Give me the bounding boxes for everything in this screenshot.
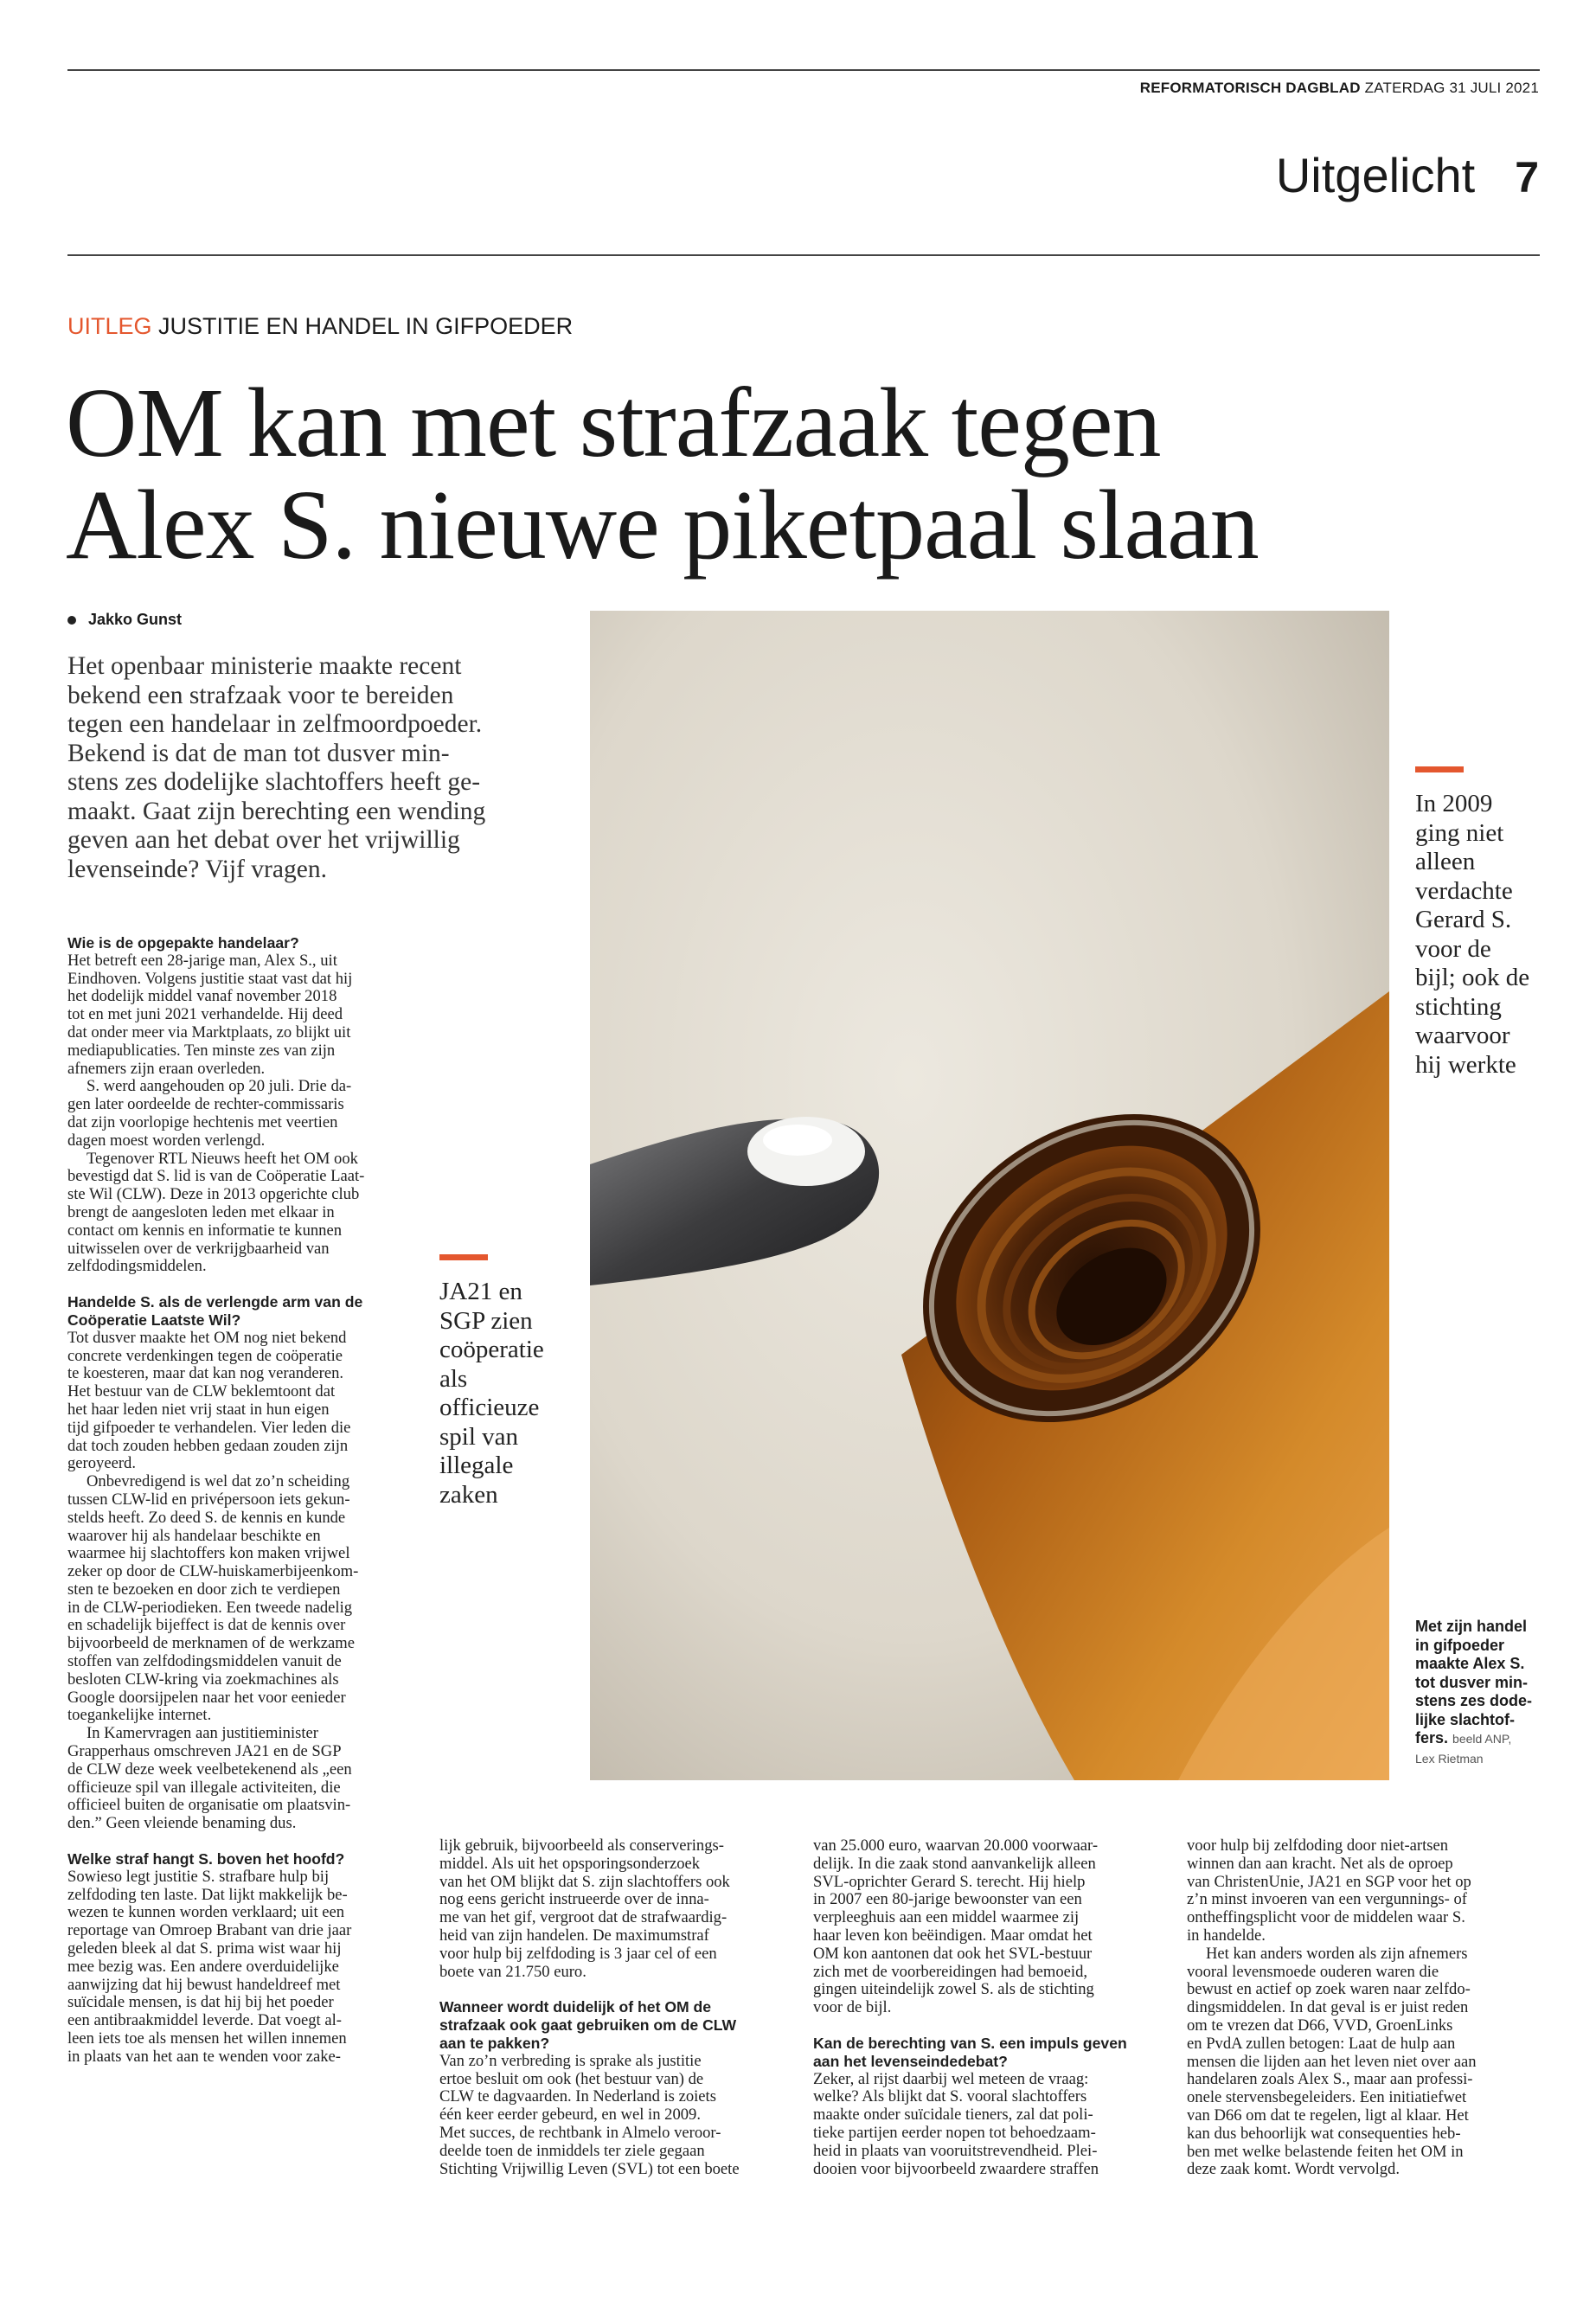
text-line: bewust en actief op zoek waren naar zelfdo- bbox=[1187, 1980, 1471, 1999]
text-line: Handelde S. als de verlengde arm van de bbox=[67, 1293, 363, 1311]
text-line: tot en met juni 2021 verhandelde. Hij deed bbox=[67, 1005, 343, 1024]
text-line: bijl; ook de bbox=[1415, 964, 1530, 991]
photo-caption bbox=[1415, 1618, 1554, 1768]
text-line: me van het gif, vergroot dat de strafwaardig- bbox=[439, 1908, 727, 1927]
text-line: Bekend is dat de man tot dusver min- bbox=[67, 739, 450, 767]
text-line: handelaren zoals Alex S., maar aan professi- bbox=[1187, 2070, 1473, 2089]
text-line: stoffen van zelfdodingsmiddelen vanuit de bbox=[67, 1652, 342, 1671]
text-line: aan het levenseindedebat? bbox=[813, 2052, 1008, 2070]
text-line: Kan de berechting van S. een impuls geven bbox=[813, 2034, 1127, 2052]
text-line: geroyeerd. bbox=[67, 1454, 136, 1473]
text-line: lijke slachtof- bbox=[1415, 1710, 1516, 1728]
text-line: Van zo’n verbreding is sprake als justitie bbox=[439, 2051, 702, 2070]
text-line: alleen bbox=[1415, 848, 1476, 875]
text-line: hij werkte bbox=[1415, 1050, 1516, 1079]
text-line: als bbox=[439, 1364, 468, 1393]
paragraph bbox=[1187, 1945, 1550, 2179]
text-line: dat toch zouden hebben gedaan zouden zijn bbox=[67, 1436, 349, 1455]
text-line: maakte Alex S. bbox=[1415, 1655, 1525, 1672]
text-line: van het OM blijkt dat S. zijn slachtoffers ook bbox=[439, 1872, 730, 1891]
text-line: Tegenover RTL Nieuws heeft het OM ook bbox=[87, 1149, 358, 1168]
text-line: fers. bbox=[1415, 1729, 1449, 1747]
text-line: den.” Geen vleiende benaming dus. bbox=[67, 1814, 297, 1833]
masthead bbox=[1140, 80, 1539, 97]
text-line: gingen uiteindelijk zowel S. als de stichting bbox=[813, 1980, 1094, 1999]
text-line: dooien voor bijvoorbeeld zwaardere straffen bbox=[813, 2159, 1099, 2178]
question-heading bbox=[813, 2035, 1168, 2071]
text-line: het haar leden niet vrij staat in hun eigen bbox=[67, 1400, 330, 1419]
text-line: coöperatie bbox=[439, 1336, 544, 1363]
text-line: bijvoorbeeld de merknamen of de werkzame bbox=[67, 1634, 355, 1653]
pull-quote-text bbox=[1415, 790, 1562, 1080]
text-line: zeker op door de CLW-huiskamerbijeenkom- bbox=[67, 1562, 359, 1581]
author: Jakko Gunst bbox=[88, 611, 183, 628]
page-number: 7 bbox=[1515, 153, 1539, 202]
text-line: in de CLW-periodieken. Een tweede nadelig bbox=[67, 1598, 353, 1617]
text-line: gen later oordeelde de rechter-commissaris bbox=[67, 1095, 344, 1114]
text-line: toegankelijke internet. bbox=[67, 1706, 212, 1725]
text-line: dingsmiddelen. In dat geval is er juist reden bbox=[1187, 1998, 1469, 2017]
text-line: S. werd aangehouden op 20 juli. Drie da- bbox=[87, 1077, 352, 1096]
kicker bbox=[67, 313, 573, 340]
paragraph bbox=[67, 1330, 413, 1473]
headline bbox=[66, 368, 1536, 580]
text-line: SGP zien bbox=[439, 1306, 533, 1335]
text-line: kan dus behoorlijk wat consequenties heb- bbox=[1187, 2124, 1461, 2143]
text-line: ste Wil (CLW). Deze in 2013 opgerichte club bbox=[67, 1185, 360, 1204]
text-line: van 25.000 euro, waarvan 20.000 voorwaar- bbox=[813, 1836, 1099, 1855]
paragraph bbox=[67, 1150, 413, 1277]
text-line: geleden bleek al dat S. prima wist waar hij bbox=[67, 1939, 342, 1958]
text-line: In 2009 bbox=[1415, 790, 1493, 817]
text-line: Gerard S. bbox=[1415, 906, 1512, 933]
text-line: tussen CLW-lid en privépersoon iets gekun- bbox=[67, 1490, 350, 1509]
text-line: middel. Als uit het opsporingsonderzoek bbox=[439, 1854, 701, 1873]
section-rule bbox=[67, 254, 1540, 256]
text-line: in 2007 een 80-jarige bewoonster van een bbox=[813, 1890, 1082, 1909]
text-line: bevestigd dat S. lid is van de Coöperatie Laat- bbox=[67, 1167, 365, 1186]
section-header bbox=[1276, 147, 1539, 203]
text-line: heid van zijn handelen. De maximumstraf bbox=[439, 1926, 709, 1945]
text-line: de CLW deze week veelbetekenend als „een bbox=[67, 1759, 352, 1779]
text-line: Stichting Vrijwillig Leven (SVL) tot een boete bbox=[439, 2159, 740, 2178]
text-line: reportage van Omroep Brabant van drie jaar bbox=[67, 1921, 352, 1940]
text-line: mee bezig was. Een andere overduidelijke bbox=[67, 1957, 339, 1976]
section-name: Uitgelicht bbox=[1275, 148, 1476, 202]
text-line: strafzaak ook gaat gebruiken om de CLW bbox=[439, 2016, 737, 2035]
text-line: concrete verdenkingen tegen de coöperatie bbox=[67, 1346, 343, 1365]
text-line: Sowieso legt justitie S. strafbare hulp bij bbox=[67, 1867, 330, 1886]
text-line: in plaats van het aan te wenden voor zake- bbox=[67, 2047, 341, 2066]
top-rule bbox=[67, 69, 1540, 71]
text-line: stelds heeft. Zo deed S. de kennis en kunde bbox=[67, 1508, 346, 1527]
text-line: om te vrezen dat D66, VVD, GroenLinks bbox=[1187, 2016, 1453, 2035]
text-line: Grapperhaus omschreven JA21 en de SGP bbox=[67, 1742, 342, 1761]
text-line: CLW te dagvaarden. In Nederland is zoiets bbox=[439, 2087, 716, 2106]
text-line: ertoe besluit om ook (het bestuur van) de bbox=[439, 2069, 704, 2088]
caption-text bbox=[1415, 1618, 1532, 1747]
kicker-topic: JUSTITIE EN HANDEL IN GIFPOEDER bbox=[158, 313, 574, 339]
text-line: dat zijn voorlopige hechtenis met veertien bbox=[67, 1112, 338, 1131]
text-line: tegen een handelaar in zelfmoordpoeder. bbox=[67, 710, 483, 738]
column-3 bbox=[813, 1837, 1168, 2178]
paragraph bbox=[67, 952, 413, 1079]
text-line: spil van bbox=[439, 1422, 519, 1451]
text-line: dat onder meer via Marktplaats, zo blijkt uit bbox=[67, 1022, 351, 1042]
pull-quote bbox=[439, 1254, 586, 1509]
text-line: het dodelijk middel vanaf november 2018 bbox=[67, 987, 337, 1006]
pull-quote-text bbox=[439, 1278, 586, 1509]
text-line: Coöperatie Laatste Wil? bbox=[67, 1311, 241, 1329]
paragraph bbox=[813, 2071, 1168, 2179]
text-line: maakt. Gaat zijn berechting een wending bbox=[67, 797, 486, 825]
text-line: mensen die lijden aan het leven niet over aan bbox=[1187, 2052, 1477, 2071]
text-line: tijd gifpoeder te verhandelen. Vier leden die bbox=[67, 1418, 351, 1437]
text-line: maakte onder suïcidale tieners, zal dat poli- bbox=[813, 2106, 1093, 2125]
text-line: en schadelijk bijeffect is dat de kennis over bbox=[67, 1616, 346, 1635]
text-line: Met succes, de rechtbank in Almelo veroor- bbox=[439, 2123, 721, 2142]
column-1 bbox=[67, 934, 413, 2067]
text-line: en PvdA zullen betogen: Laat de hulp aan bbox=[1187, 2034, 1456, 2053]
intro bbox=[67, 652, 552, 884]
question-heading bbox=[67, 1293, 413, 1330]
question-heading bbox=[439, 1998, 794, 2052]
text-line: sten te bezoeken en door zich te verdiepen bbox=[67, 1580, 341, 1599]
paragraph bbox=[439, 2053, 794, 2179]
text-line: wezen te kunnen worden verklaard; uit een bbox=[67, 1903, 345, 1922]
column-4 bbox=[1187, 1837, 1550, 2179]
paragraph bbox=[67, 1078, 413, 1150]
text-line: stichting bbox=[1415, 992, 1502, 1021]
text-line: officieuze spil van illegale activiteiten, die bbox=[67, 1778, 341, 1797]
text-line: SVL-oprichter Gerard S. terecht. Hij hielp bbox=[813, 1872, 1086, 1891]
text-line: voor de bijl. bbox=[813, 1998, 892, 2017]
text-line: Wie is de opgepakte handelaar? bbox=[67, 934, 299, 952]
headline-line: Alex S. nieuwe piketpaal slaan bbox=[66, 470, 1259, 580]
text-line: contact om kennis en informatie te kunnen bbox=[67, 1221, 343, 1240]
text-line: verdachte bbox=[1415, 876, 1513, 905]
text-line: besloten CLW-kring via zoekmachines als bbox=[67, 1670, 339, 1689]
kicker-label: UITLEG bbox=[67, 313, 152, 339]
text-line: bekend een strafzaak voor te bereiden bbox=[67, 681, 454, 709]
paragraph bbox=[1187, 1837, 1550, 1945]
text-line: boete van 21.750 euro. bbox=[439, 1962, 586, 1981]
text-line: nog eens gericht instrueerde over de inna- bbox=[439, 1890, 709, 1909]
text-line: te koesteren, maar dat kan nog veranderen. bbox=[67, 1364, 344, 1383]
text-line: z’n minst invoeren van een vergunnings- of bbox=[1187, 1890, 1467, 1909]
text-line: een antibraakmiddel leverde. Dat voegt al- bbox=[67, 2011, 342, 2030]
text-line: in handelde. bbox=[1187, 1926, 1266, 1945]
bullet-icon bbox=[67, 616, 76, 625]
text-line: aan te pakken? bbox=[439, 2034, 550, 2052]
text-line: deze zaak komt. Wordt vervolgd. bbox=[1187, 2160, 1400, 2179]
text-line: winnen dan aan kracht. Net als de oproep bbox=[1187, 1854, 1453, 1873]
text-line: Zeker, al rijst daarbij wel meteen de vraag: bbox=[813, 2069, 1089, 2088]
paragraph bbox=[439, 1837, 794, 1981]
photo-credit: beeld ANP, bbox=[1452, 1732, 1512, 1746]
text-line: illegale bbox=[439, 1452, 514, 1479]
paragraph bbox=[67, 1725, 413, 1833]
text-line: voor hulp bij zelfdoding door niet-artsen bbox=[1187, 1836, 1449, 1855]
photo-illustration bbox=[590, 611, 1389, 1780]
text-line: JA21 en bbox=[439, 1278, 522, 1305]
text-line: Tot dusver maakte het OM nog niet bekend bbox=[67, 1328, 347, 1347]
text-line: ontheffingsplicht voor de middelen waar S. bbox=[1187, 1908, 1465, 1927]
text-line: delijk. In die zaak stond aanvankelijk alleen bbox=[813, 1854, 1096, 1873]
text-line: Google doorsijpelen naar het voor eenieder bbox=[67, 1688, 346, 1707]
pull-quote bbox=[1415, 766, 1562, 1080]
text-line: Het bestuur van de CLW beklemtoont dat bbox=[67, 1382, 336, 1401]
text-line: Wanneer wordt duidelijk of het OM de bbox=[439, 1998, 712, 2016]
text-line: één keer eerder gebeurd, en wel in 2009. bbox=[439, 2106, 702, 2125]
text-line: heid in plaats van vooruitstrevendheid. Plei- bbox=[813, 2141, 1098, 2160]
question-heading bbox=[67, 1850, 413, 1868]
text-line: aanwijzing dat hij bewust handeldreef met bbox=[67, 1975, 341, 1994]
text-line: In Kamervragen aan justitieminister bbox=[87, 1724, 318, 1743]
text-line: onele stervensbegeleiders. Een initiatiefwet bbox=[1187, 2088, 1467, 2107]
text-line: Het betreft een 28-jarige man, Alex S., uit bbox=[67, 951, 337, 970]
text-line: van D66 om dat te regelen, ligt al klaar. Het bbox=[1187, 2106, 1469, 2125]
text-line: zelfdodingsmiddelen. bbox=[67, 1257, 207, 1276]
text-line: leen iets toe als mensen het willen innemen bbox=[67, 2029, 347, 2048]
text-line: zich met de voorbereidingen had bemoeid, bbox=[813, 1962, 1088, 1981]
text-line: tieke partijen eerder nopen tot behoedzaam- bbox=[813, 2123, 1096, 2142]
text-line: ging niet bbox=[1415, 818, 1504, 847]
byline bbox=[67, 611, 182, 629]
paragraph bbox=[67, 1473, 413, 1725]
text-line: officieuze bbox=[439, 1394, 540, 1421]
text-line: tot dusver min- bbox=[1415, 1673, 1529, 1691]
text-line: lijk gebruik, bijvoorbeeld als conserverings- bbox=[439, 1836, 724, 1855]
accent-bar bbox=[1415, 766, 1464, 772]
text-line: waarmee hij slachtoffers kon maken vrijwel bbox=[67, 1544, 350, 1563]
column-2 bbox=[439, 1837, 794, 2178]
text-line: geven aan het debat over het vrijwillig bbox=[67, 826, 460, 854]
text-line: Met zijn handel bbox=[1415, 1618, 1528, 1635]
text-line: afnemers zijn eraan overleden. bbox=[67, 1059, 266, 1078]
text-line: levenseinde? Vijf vragen. bbox=[67, 855, 327, 883]
text-line: Het openbaar ministerie maakte recent bbox=[67, 652, 462, 680]
question-heading bbox=[67, 934, 413, 952]
text-line: uitwisselen over de verkrijgbaarheid van bbox=[67, 1239, 330, 1258]
text-line: zaken bbox=[439, 1480, 498, 1509]
text-line: in gifpoeder bbox=[1415, 1636, 1504, 1654]
text-line: dagen moest worden verlengd. bbox=[67, 1131, 266, 1150]
text-line: welke? Als blijkt dat S. vooral slachtoffers bbox=[813, 2087, 1087, 2106]
headline-line: OM kan met strafzaak tegen bbox=[66, 368, 1161, 478]
text-line: mediapublicaties. Ten minste zes van zijn bbox=[67, 1041, 336, 1060]
text-line: vooral levensmoede ouderen waren die bbox=[1187, 1962, 1439, 1981]
text-line: officieel buiten de organisatie om plaatsvin- bbox=[67, 1796, 351, 1815]
paragraph bbox=[813, 1837, 1168, 2017]
text-line: deelde toen de inmiddels ter ziele gegaan bbox=[439, 2141, 705, 2160]
text-line: brengt de aangesloten leden met elkaar in bbox=[67, 1202, 335, 1221]
issue-date: ZATERDAG 31 JULI 2021 bbox=[1364, 80, 1539, 96]
text-line: stens zes dode- bbox=[1415, 1692, 1533, 1709]
text-line: verpleeghuis aan een middel waarmee zij bbox=[813, 1908, 1080, 1927]
text-line: Onbevredigend is wel dat zo’n scheiding bbox=[87, 1472, 350, 1491]
text-line: Het kan anders worden als zijn afnemers bbox=[1206, 1944, 1468, 1963]
text-line: van ChristenUnie, JA21 en SGP voor het op bbox=[1187, 1872, 1471, 1891]
text-line: suïcidale mensen, is dat hij bij het poeder bbox=[67, 1993, 334, 2012]
text-line: voor de bbox=[1415, 934, 1491, 963]
text-line: waarvoor bbox=[1415, 1022, 1510, 1049]
paper-name: REFORMATORISCH DAGBLAD bbox=[1139, 80, 1361, 96]
text-line: haar leven kon beëindigen. Maar omdat het bbox=[813, 1926, 1093, 1945]
text-line: Eindhoven. Volgens justitie staat vast dat hij bbox=[67, 969, 353, 988]
text-line: Welke straf hangt S. boven het hoofd? bbox=[67, 1850, 345, 1868]
article-photo bbox=[590, 611, 1389, 1780]
text-line: voor hulp bij zelfdoding is 3 jaar cel of een bbox=[439, 1944, 717, 1963]
photo-credit: Lex Rietman bbox=[1415, 1751, 1484, 1766]
text-line: waarover hij als handelaar beschikte en bbox=[67, 1526, 321, 1545]
text-line: zelfdoding ten laste. Dat lijkt makkelijk be- bbox=[67, 1885, 348, 1904]
paragraph bbox=[67, 1868, 413, 2067]
accent-bar bbox=[439, 1254, 488, 1260]
text-line: ben met welke belastende feiten het OM in bbox=[1187, 2142, 1464, 2161]
text-line: OM kon aantonen dat ook het SVL-bestuur bbox=[813, 1944, 1093, 1963]
text-line: stens zes dodelijke slachtoffers heeft ge- bbox=[67, 768, 481, 796]
